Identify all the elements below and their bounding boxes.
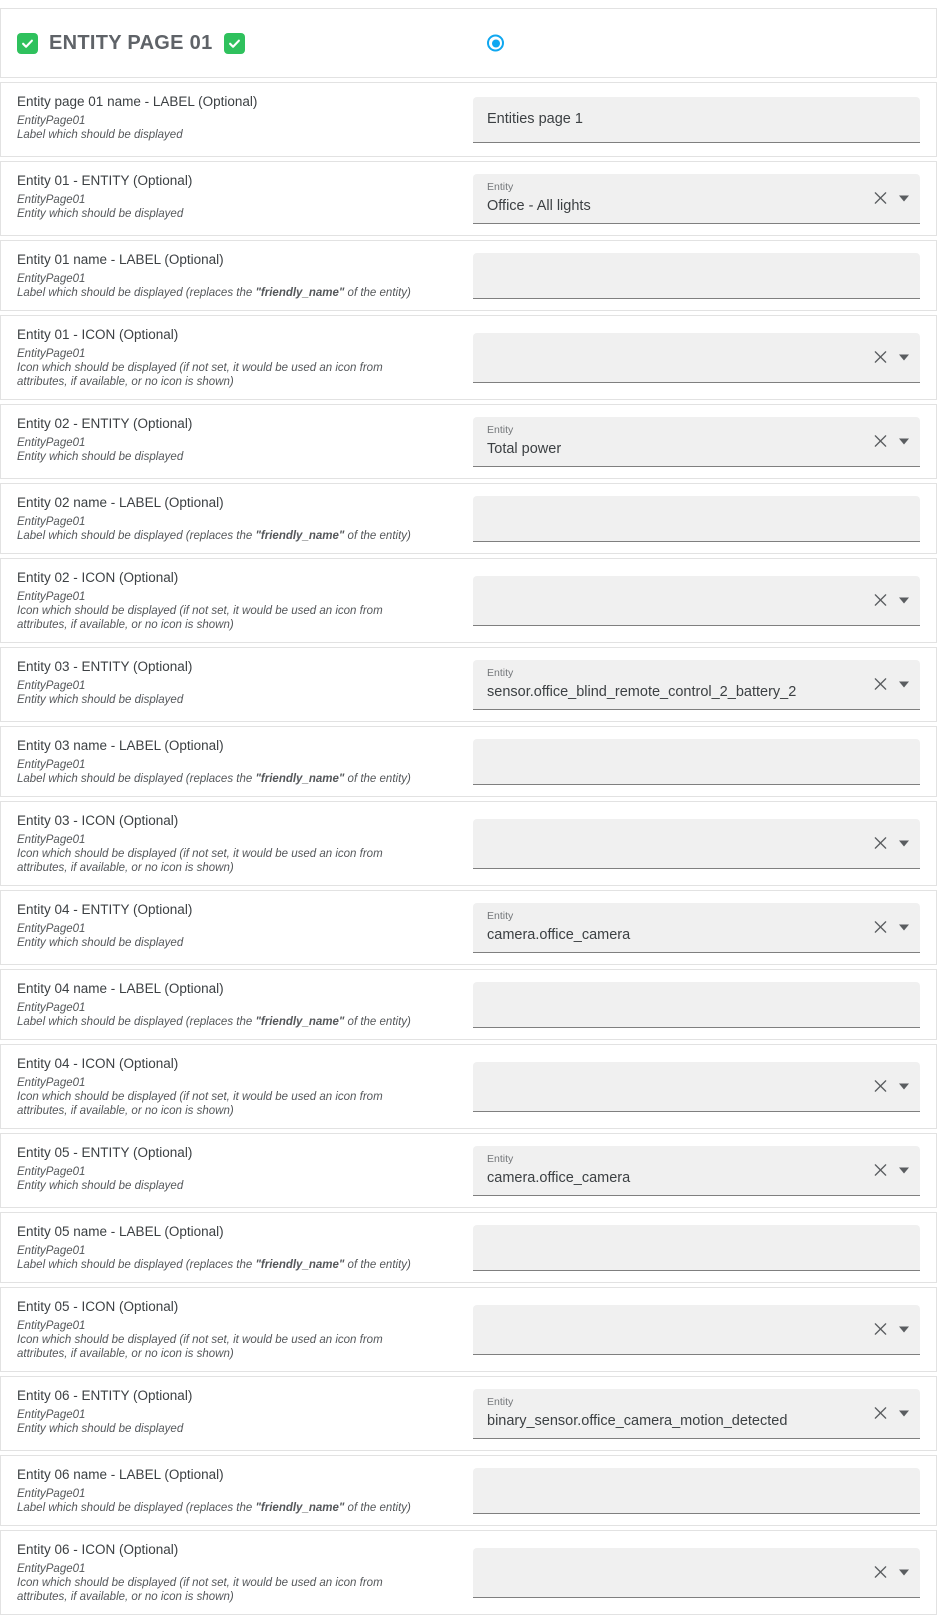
field-subtitle: EntityPage01	[17, 923, 86, 935]
form-row	[0, 969, 937, 1040]
form-row	[0, 82, 937, 157]
dropdown-caret-icon[interactable]	[899, 597, 909, 603]
field-subtitle: EntityPage01	[17, 1409, 86, 1421]
description-segment: Icon which should be displayed (if not set, it would be used an icon from attributes, if available, or no icon is shown)	[17, 848, 383, 874]
dropdown-caret-icon[interactable]	[899, 840, 909, 846]
row-input-area	[473, 1389, 936, 1439]
field-subtitle: EntityPage01	[17, 834, 86, 846]
clear-icon[interactable]	[871, 591, 890, 610]
field-icons	[871, 834, 909, 853]
description-segment: of the entity)	[344, 530, 411, 542]
row-labels	[1, 1456, 473, 1525]
field-description	[17, 1015, 423, 1029]
row-input-area	[473, 333, 936, 383]
row-input-area	[473, 1305, 936, 1355]
form-row	[0, 801, 937, 886]
row-input-area	[473, 1468, 936, 1514]
row-labels	[1, 241, 473, 310]
field-value: binary_sensor.office_camera_motion_detected	[487, 1412, 788, 1429]
field-description	[17, 847, 423, 875]
field-icons	[871, 675, 909, 694]
description-segment: Label which should be displayed (replaces the	[17, 1016, 256, 1028]
description-bold-segment: "friendly_name"	[255, 1502, 345, 1514]
field-subtitle: EntityPage01	[17, 1166, 86, 1178]
field-icons	[871, 432, 909, 451]
form-row	[0, 315, 937, 400]
radio-dot	[492, 39, 500, 47]
field-floating-label: Entity	[487, 666, 514, 679]
clear-icon[interactable]	[871, 1404, 890, 1423]
input-field[interactable]	[473, 253, 920, 299]
description-segment: Icon which should be displayed (if not set, it would be used an icon from attributes, if available, or no icon is shown)	[17, 1577, 383, 1603]
field-subtitle: EntityPage01	[17, 680, 86, 692]
row-labels	[1, 1213, 473, 1282]
row-input-area	[473, 739, 936, 785]
form-row	[0, 1287, 937, 1372]
field-subtitle: EntityPage01	[17, 348, 86, 360]
description-bold-segment: "friendly_name"	[255, 773, 345, 785]
form-row	[0, 1455, 937, 1526]
clear-icon[interactable]	[871, 834, 890, 853]
dropdown-caret-icon[interactable]	[899, 354, 909, 360]
field-title: Entity 04 - ENTITY (Optional)	[17, 902, 193, 917]
field-description	[17, 529, 423, 543]
description-segment: Icon which should be displayed (if not set, it would be used an icon from attributes, if available, or no icon is shown)	[17, 362, 383, 388]
field-title: Entity 02 - ICON (Optional)	[17, 570, 179, 585]
field-title: Entity 06 name - LABEL (Optional)	[17, 1467, 224, 1482]
row-input-area	[473, 496, 936, 542]
row-labels	[1, 1045, 473, 1128]
description-segment: of the entity)	[344, 1016, 411, 1028]
field-title: Entity 02 name - LABEL (Optional)	[17, 495, 224, 510]
description-segment: Icon which should be displayed (if not set, it would be used an icon from attributes, if available, or no icon is shown)	[17, 1334, 383, 1360]
field-value: camera.office_camera	[487, 926, 631, 943]
description-segment: Entity which should be displayed	[17, 937, 184, 949]
field-title: Entity 04 name - LABEL (Optional)	[17, 981, 224, 996]
field-icons	[871, 1161, 909, 1180]
dropdown-caret-icon[interactable]	[899, 1167, 909, 1173]
row-labels	[1, 1377, 473, 1446]
description-segment: Entity which should be displayed	[17, 1180, 184, 1192]
form-row	[0, 1133, 937, 1208]
description-segment: of the entity)	[344, 1502, 411, 1514]
field-floating-label: Entity	[487, 909, 514, 922]
form-row	[0, 558, 937, 643]
field-icons	[871, 1563, 909, 1582]
description-segment: Icon which should be displayed (if not set, it would be used an icon from attributes, if available, or no icon is shown)	[17, 605, 383, 631]
description-segment: of the entity)	[344, 1259, 411, 1271]
row-labels	[1, 484, 473, 553]
field-description	[17, 1501, 423, 1515]
row-input-area	[473, 1225, 936, 1271]
input-field[interactable]	[473, 903, 920, 953]
clear-icon[interactable]	[871, 189, 890, 208]
clear-icon[interactable]	[871, 675, 890, 694]
field-subtitle: EntityPage01	[17, 1245, 86, 1257]
clear-icon[interactable]	[871, 1563, 890, 1582]
input-field[interactable]	[473, 417, 920, 467]
field-description	[17, 361, 423, 389]
field-title: Entity 04 - ICON (Optional)	[17, 1056, 179, 1071]
input-field[interactable]	[473, 333, 920, 383]
input-field[interactable]	[473, 576, 920, 626]
row-labels	[1, 970, 473, 1039]
field-icons	[871, 591, 909, 610]
field-subtitle: EntityPage01	[17, 1077, 86, 1089]
input-field[interactable]	[473, 1146, 920, 1196]
description-segment: Label which should be displayed (replaces the	[17, 287, 256, 299]
check-icon	[224, 33, 245, 54]
clear-icon[interactable]	[871, 1161, 890, 1180]
field-description	[17, 1090, 423, 1118]
input-field[interactable]	[473, 660, 920, 710]
check-icon	[17, 33, 38, 54]
field-title: Entity page 01 name - LABEL (Optional)	[17, 94, 258, 109]
form-row	[0, 404, 937, 479]
field-title: Entity 03 - ENTITY (Optional)	[17, 659, 193, 674]
row-input-area	[473, 174, 936, 224]
description-segment: Icon which should be displayed (if not set, it would be used an icon from attributes, if available, or no icon is shown)	[17, 1091, 383, 1117]
field-description	[17, 604, 423, 632]
field-description	[17, 128, 423, 142]
page-header	[0, 8, 937, 78]
input-field[interactable]	[473, 1305, 920, 1355]
description-segment: of the entity)	[344, 287, 411, 299]
dropdown-caret-icon[interactable]	[899, 1569, 909, 1575]
row-labels	[1, 162, 473, 231]
dropdown-caret-icon[interactable]	[899, 1410, 909, 1416]
row-input-area	[473, 576, 936, 626]
field-title: Entity 06 - ENTITY (Optional)	[17, 1388, 193, 1403]
row-labels	[1, 727, 473, 796]
row-input-area	[473, 1062, 936, 1112]
field-description	[17, 207, 423, 221]
field-description	[17, 772, 423, 786]
dropdown-caret-icon[interactable]	[899, 195, 909, 201]
description-bold-segment: "friendly_name"	[255, 530, 345, 542]
field-floating-label: Entity	[487, 1395, 514, 1408]
clear-icon[interactable]	[871, 348, 890, 367]
radio-selected-icon[interactable]	[487, 35, 504, 52]
field-title: Entity 05 - ICON (Optional)	[17, 1299, 179, 1314]
clear-icon[interactable]	[871, 1320, 890, 1339]
page-title: ENTITY PAGE 01	[49, 31, 213, 54]
form-row	[0, 161, 937, 236]
form-row	[0, 726, 937, 797]
field-subtitle: EntityPage01	[17, 1002, 86, 1014]
field-description	[17, 693, 423, 707]
field-title: Entity 01 - ICON (Optional)	[17, 327, 179, 342]
dropdown-caret-icon[interactable]	[899, 1083, 909, 1089]
field-value: camera.office_camera	[487, 1169, 631, 1186]
row-labels	[1, 891, 473, 960]
input-field[interactable]	[473, 739, 920, 785]
description-segment: Label which should be displayed (replaces the	[17, 530, 256, 542]
field-floating-label: Entity	[487, 423, 514, 436]
field-title: Entity 05 name - LABEL (Optional)	[17, 1224, 224, 1239]
input-field[interactable]	[473, 819, 920, 869]
input-field[interactable]	[473, 982, 920, 1028]
dropdown-caret-icon[interactable]	[899, 681, 909, 687]
form-row	[0, 1044, 937, 1129]
row-input-area	[473, 253, 936, 299]
field-description	[17, 1422, 423, 1436]
description-segment: Entity which should be displayed	[17, 208, 184, 220]
field-subtitle: EntityPage01	[17, 437, 86, 449]
dropdown-caret-icon[interactable]	[899, 1326, 909, 1332]
dropdown-caret-icon[interactable]	[899, 438, 909, 444]
input-field[interactable]	[473, 1389, 920, 1439]
description-segment: Label which should be displayed (replaces the	[17, 1502, 256, 1514]
row-input-area	[473, 982, 936, 1028]
row-labels	[1, 648, 473, 717]
row-labels	[1, 316, 473, 399]
description-segment: Entity which should be displayed	[17, 694, 184, 706]
field-description	[17, 1576, 423, 1604]
form-rows	[0, 82, 937, 1615]
form-row	[0, 483, 937, 554]
row-labels	[1, 1288, 473, 1371]
description-segment: Entity which should be displayed	[17, 1423, 184, 1435]
field-icons	[871, 1320, 909, 1339]
description-segment: Label which should be displayed (replaces the	[17, 1259, 256, 1271]
field-title: Entity 01 name - LABEL (Optional)	[17, 252, 224, 267]
input-field[interactable]	[473, 1468, 920, 1514]
form-row	[0, 1212, 937, 1283]
field-value: Total power	[487, 440, 562, 457]
field-subtitle: EntityPage01	[17, 1563, 86, 1575]
field-title: Entity 02 - ENTITY (Optional)	[17, 416, 193, 431]
field-description	[17, 286, 423, 300]
field-icons	[871, 918, 909, 937]
field-description	[17, 1258, 423, 1272]
row-input-area	[473, 819, 936, 869]
row-labels	[1, 83, 473, 152]
form-row	[0, 890, 937, 965]
field-subtitle: EntityPage01	[17, 194, 86, 206]
input-field[interactable]	[473, 496, 920, 542]
input-field[interactable]	[473, 174, 920, 224]
field-icons	[871, 189, 909, 208]
description-bold-segment: "friendly_name"	[255, 1259, 345, 1271]
input-field[interactable]	[473, 97, 920, 143]
field-floating-label: Entity	[487, 180, 514, 193]
field-title: Entity 03 - ICON (Optional)	[17, 813, 179, 828]
description-segment: of the entity)	[344, 773, 411, 785]
description-segment: Label which should be displayed (replaces the	[17, 773, 256, 785]
field-subtitle: EntityPage01	[17, 1320, 86, 1332]
row-input-area	[473, 660, 936, 710]
field-value: sensor.office_blind_remote_control_2_battery_2	[487, 683, 797, 700]
row-labels	[1, 1134, 473, 1203]
form-row	[0, 240, 937, 311]
field-value: Entities page 1	[487, 111, 583, 127]
field-icons	[871, 348, 909, 367]
field-subtitle: EntityPage01	[17, 273, 86, 285]
clear-icon[interactable]	[871, 1077, 890, 1096]
field-description	[17, 450, 423, 464]
row-labels	[1, 802, 473, 885]
field-floating-label: Entity	[487, 1152, 514, 1165]
field-description	[17, 1333, 423, 1361]
description-bold-segment: "friendly_name"	[255, 287, 345, 299]
row-input-area	[473, 417, 936, 467]
field-description	[17, 1179, 423, 1193]
field-description	[17, 936, 423, 950]
dropdown-caret-icon[interactable]	[899, 924, 909, 930]
row-labels	[1, 559, 473, 642]
clear-icon[interactable]	[871, 432, 890, 451]
row-input-area	[473, 903, 936, 953]
field-subtitle: EntityPage01	[17, 115, 86, 127]
field-subtitle: EntityPage01	[17, 591, 86, 603]
input-field[interactable]	[473, 1062, 920, 1112]
form-row	[0, 1376, 937, 1451]
clear-icon[interactable]	[871, 918, 890, 937]
field-title: Entity 05 - ENTITY (Optional)	[17, 1145, 193, 1160]
description-segment: Entity which should be displayed	[17, 451, 184, 463]
description-segment: Label which should be displayed	[17, 129, 183, 141]
description-bold-segment: "friendly_name"	[255, 1016, 345, 1028]
row-input-area	[473, 97, 936, 143]
field-title: Entity 03 name - LABEL (Optional)	[17, 738, 224, 753]
field-subtitle: EntityPage01	[17, 759, 86, 771]
field-value: Office - All lights	[487, 197, 591, 214]
field-title: Entity 01 - ENTITY (Optional)	[17, 173, 193, 188]
field-icons	[871, 1404, 909, 1423]
input-field[interactable]	[473, 1225, 920, 1271]
row-labels	[1, 405, 473, 474]
field-subtitle: EntityPage01	[17, 1488, 86, 1500]
row-input-area	[473, 1146, 936, 1196]
field-subtitle: EntityPage01	[17, 516, 86, 528]
field-title: Entity 06 - ICON (Optional)	[17, 1542, 179, 1557]
form-row	[0, 647, 937, 722]
field-icons	[871, 1077, 909, 1096]
